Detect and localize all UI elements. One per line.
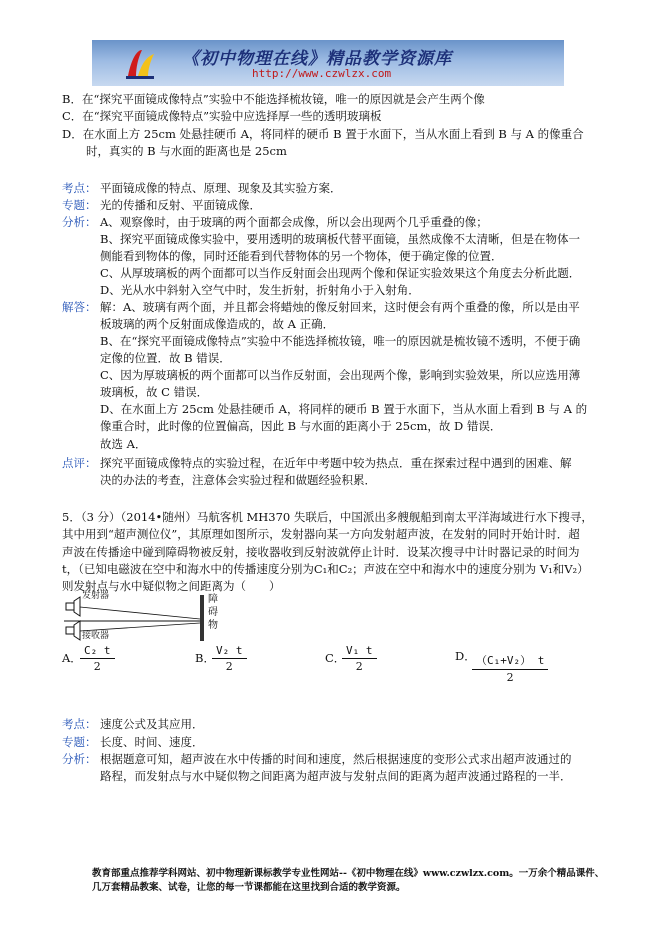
question-5-line: t，（已知电磁波在空中和海水中的传播速度分别为C₁和C₂；声波在空中和海水中的速度分别为 V₁和V₂） [62,562,589,576]
option-d: D．在水面上方 25cm 处悬挂硬币 A，将同样的硬币 B 置于水面下，当从水面上看到 B 与 A 的像重合 [62,127,584,141]
jieda-line: D、在水面上方 25cm 处悬挂硬币 A，将同样的硬币 B 置于水面下，当从水面上看到 B 与 A 的 [100,402,588,416]
option-c-denominator: 2 [355,660,363,673]
jieda-line: C、因为厚玻璃板的两个面都可以当作反射面，会出现两个像，影响到实验效果，所以应选用薄 [100,368,581,382]
site-logo-icon [122,46,158,82]
receiver-label: 接收器 [82,631,110,641]
q5-fenxi-label: 分析： [62,752,97,766]
footer-line: 几万套精品教案、试卷，让您的每一节课都能在这里找到合适的教学资源。 [92,882,406,893]
fenxi-line: D、光从水中斜射入空气中时，发生折射，折射角小于入射角． [100,283,420,297]
q5-zhuanti-text: 长度、时间、速度． [100,735,204,749]
option-b-fraction[interactable] [212,644,247,673]
banner-url[interactable]: http://www.czwlzx.com [252,67,392,80]
q5-kaodian-text: 速度公式及其应用． [100,717,204,731]
jieda-line: 玻璃板，故 C 错误． [100,385,209,399]
question-5-line: 5．（3 分）（2014•随州）马航客机 MH370 失联后，中国派出多艘舰船到南太平洋海域进行水下搜寻， [62,510,593,524]
kaodian-text: 平面镜成像的特点、原理、现象及其实验方案． [100,181,342,195]
jieda-line: 板玻璃的两个反射面成像造成的，故 A 正确． [100,317,335,331]
jieda-line: 解：A、玻璃有两个面，并且都会将蜡烛的像反射回来，这时便会有两个重叠的像，所以是由平 [100,300,580,314]
jieda-line: 定像的位置．故 B 错误． [100,351,231,365]
jieda-label: 解答： [62,300,97,314]
option-a-numerator: C₂ t [84,644,111,657]
q5-zhuanti-label: 专题： [62,735,97,749]
header-banner [92,40,564,86]
option-b-denominator: 2 [225,660,233,673]
zhuanti-text: 光的传播和反射、平面镜成像． [100,198,261,212]
option-a-label[interactable]: A． [62,651,82,665]
question-5-line: 声波在传播途中碰到障碍物被反射，接收器收到反射波就停止计时．设某次搜寻中计时器记录的时间为 [62,545,580,559]
option-d-fraction[interactable] [472,652,548,684]
footer-line: 教育部重点推荐学科网站、初中物理新课标教学专业性网站--《初中物理在线》www.czwlzx.com。一万余个精品课件、 [92,868,605,879]
option-c: C．在“探究平面镜成像特点”实验中应选择厚一些的透明玻璃板 [62,109,382,123]
option-d-numerator: （C₁+V₂） t [476,654,545,667]
zhuanti-label: 专题： [62,198,97,212]
obstacle-label: 障碍物 [208,594,218,631]
option-d-denominator: 2 [506,671,514,684]
banner-title: 《初中物理在线》精品教学资源库 [182,49,452,69]
option-a-fraction[interactable] [80,644,115,673]
sonar-diagram [62,591,232,643]
question-5-line: 则发射点与水中疑似物之间距离为（ ） [62,579,281,593]
kaodian-label: 考点： [62,181,97,195]
emitter-icon [66,603,74,610]
fenxi-line: A、观察像时，由于玻璃的两个面都会成像，所以会出现两个几乎重叠的像； [100,215,488,229]
option-c-fraction[interactable] [342,644,377,673]
fenxi-line: C、从厚玻璃板的两个面都可以当作反射面会出现两个像和保证实验效果这个角度去分析此题． [100,266,581,280]
fenxi-label: 分析： [62,215,97,229]
q5-kaodian-label: 考点： [62,717,97,731]
option-c-numerator: V₁ t [346,644,373,657]
jieda-line: B、在“探究平面镜成像特点”实验中不能选择梳妆镜，唯一的原因就是梳妆镜不透明，不便于确 [100,334,581,348]
dianping-label: 点评： [62,456,97,470]
dianping-line: 决的办法的考查，注意体会实验过程和做题经验积累． [100,473,376,487]
emitter-label: 发射器 [82,591,110,601]
jieda-line: 像重合时，此时像的位置偏高，因此 B 与水面的距离小于 25cm，故 D 错误． [100,419,502,433]
fenxi-line: 侧能看到物体的像，同时还能看到代替物体的另一个物体，便于确定像的位置． [100,249,503,263]
option-d-cont: 时，真实的 B 与水面的距离也是 25cm [86,144,287,158]
option-b-label[interactable]: B． [195,651,215,665]
q5-fenxi-line: 路程，而发射点与水中疑似物之间距离为超声波与发射点间的距离为超声波通过路程的一半． [100,769,572,783]
option-c-label[interactable]: C． [325,651,346,665]
q5-fenxi-line: 根据题意可知，超声波在水中传播的时间和速度，然后根据速度的变形公式求出超声波通过的 [100,752,572,766]
jieda-line: 故选 A． [100,437,147,451]
obstacle-icon [200,595,204,641]
option-b-numerator: V₂ t [216,644,243,657]
fenxi-line: B、探究平面镜成像实验中，要用透明的玻璃板代替平面镜，虽然成像不太清晰，但是在物体一 [100,232,580,246]
option-a-denominator: 2 [93,660,101,673]
dianping-line: 探究平面镜成像特点的实验过程，在近年中考题中较为热点．重在探索过程中遇到的困难、解 [100,456,572,470]
question-5-line: 其中用到“超声测位仪”，其原理如图所示，发射器向某一方向发射超声波，在发射的同时开始计时．超 [62,527,580,541]
option-b: B．在“探究平面镜成像特点”实验中不能选择梳妆镜，唯一的原因就是会产生两个像 [62,92,485,106]
receiver-icon [66,627,74,634]
option-d-label-q5[interactable]: D． [455,649,476,663]
